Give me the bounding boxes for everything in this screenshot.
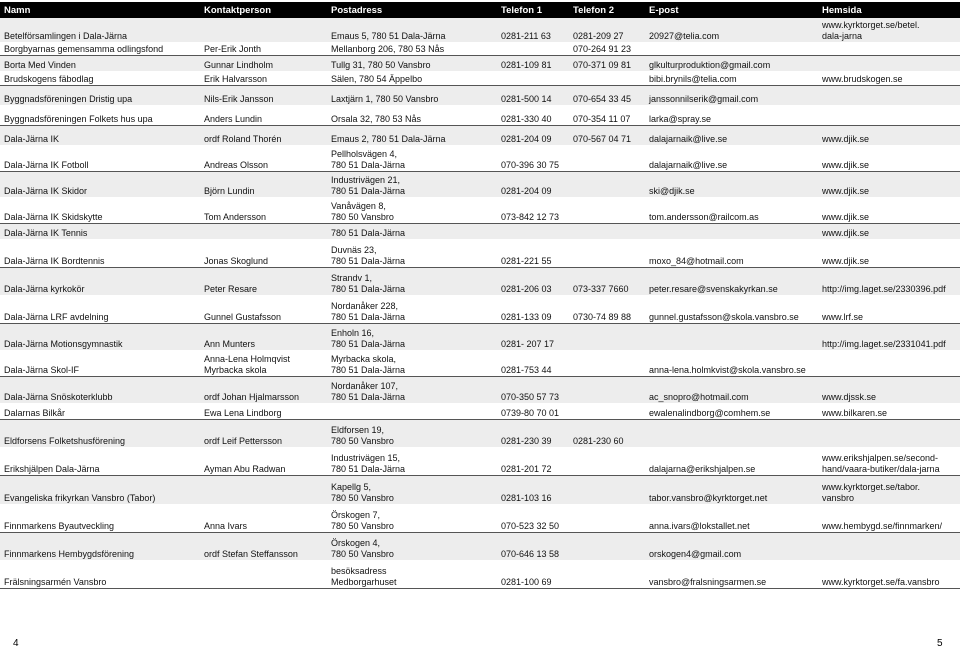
cell-telefon-1: 0281-330 40 xyxy=(497,105,569,125)
cell-namn: Byggnadsföreningen Dristig upa xyxy=(0,85,200,105)
cell-hemsida: www.kyrktorget.se/betel. dala-jarna xyxy=(818,18,960,42)
cell-telefon-2: 070-654 33 45 xyxy=(569,85,645,105)
cell-telefon-1: 0281-204 09 xyxy=(497,171,569,197)
table-row xyxy=(0,419,960,447)
page-number-right: 5 xyxy=(937,638,943,649)
table-row xyxy=(0,71,960,85)
cell-hemsida: www.djik.se xyxy=(818,239,960,267)
cell-telefon-1: 0281-204 09 xyxy=(497,125,569,145)
header-postadress: Postadress xyxy=(327,2,497,18)
cell-namn: Dala-Järna IK Skidor xyxy=(0,171,200,197)
table-row xyxy=(0,532,960,560)
cell-postadress: Kapellg 5, 780 50 Vansbro xyxy=(327,475,497,504)
cell-kontaktperson: Ann Munters xyxy=(200,323,327,350)
cell-kontaktperson: Anna Ivars xyxy=(200,504,327,532)
table-row xyxy=(0,447,960,475)
cell-kontaktperson xyxy=(200,18,327,42)
cell-postadress: Pellholsvägen 4, 780 51 Dala-Järna xyxy=(327,145,497,171)
cell-hemsida: www.hembygd.se/finnmarken/ xyxy=(818,504,960,532)
cell-namn: Finnmarkens Hembygdsförening xyxy=(0,532,200,560)
cell-telefon-1: 0281-500 14 xyxy=(497,85,569,105)
page-number-left: 4 xyxy=(13,638,19,649)
table-row xyxy=(0,42,960,55)
cell-namn: Finnmarkens Byautveckling xyxy=(0,504,200,532)
cell-e-post: moxo_84@hotmail.com xyxy=(645,239,818,267)
cell-kontaktperson: Anders Lundin xyxy=(200,105,327,125)
cell-postadress: Duvnäs 23, 780 51 Dala-Järna xyxy=(327,239,497,267)
cell-namn: Borgbyarnas gemensamma odlingsfond xyxy=(0,42,200,55)
cell-telefon-1: 0281-753 44 xyxy=(497,350,569,376)
cell-e-post: peter.resare@svenskakyrkan.se xyxy=(645,267,818,295)
cell-namn: Dala-Järna IK Skidskytte xyxy=(0,197,200,223)
cell-telefon-1: 070-523 32 50 xyxy=(497,504,569,532)
cell-postadress: Tullg 31, 780 50 Vansbro xyxy=(327,55,497,71)
cell-e-post: bibi.brynils@telia.com xyxy=(645,71,818,85)
cell-postadress: Myrbacka skola, 780 51 Dala-Järna xyxy=(327,350,497,376)
cell-telefon-2 xyxy=(569,504,645,532)
cell-postadress: Nordanåker 107, 780 51 Dala-Järna xyxy=(327,376,497,403)
table-row xyxy=(0,197,960,223)
header-namn: Namn xyxy=(0,2,200,18)
cell-postadress: Industrivägen 21, 780 51 Dala-Järna xyxy=(327,171,497,197)
cell-namn: Frälsningsarmén Vansbro xyxy=(0,560,200,588)
cell-telefon-1: 0281-206 03 xyxy=(497,267,569,295)
cell-namn: Dala-Järna IK Bordtennis xyxy=(0,239,200,267)
cell-e-post: 20927@telia.com xyxy=(645,18,818,42)
cell-kontaktperson: ordf Leif Pettersson xyxy=(200,419,327,447)
cell-telefon-2 xyxy=(569,71,645,85)
cell-namn: Dala-Järna IK Fotboll xyxy=(0,145,200,171)
header-telefon-2: Telefon 2 xyxy=(569,2,645,18)
cell-postadress: Strandv 1, 780 51 Dala-Järna xyxy=(327,267,497,295)
cell-postadress: Örskogen 4, 780 50 Vansbro xyxy=(327,532,497,560)
header-hemsida: Hemsida xyxy=(818,2,960,18)
cell-namn: Evangeliska frikyrkan Vansbro (Tabor) xyxy=(0,475,200,504)
cell-hemsida: www.kyrktorget.se/fa.vansbro xyxy=(818,560,960,588)
cell-telefon-1: 0281-201 72 xyxy=(497,447,569,475)
table-row xyxy=(0,18,960,42)
cell-telefon-1: 070-396 30 75 xyxy=(497,145,569,171)
cell-telefon-1 xyxy=(497,71,569,85)
cell-hemsida: www.djik.se xyxy=(818,197,960,223)
table-row xyxy=(0,376,960,403)
cell-kontaktperson: Anna-Lena Holmqvist Myrbacka skola xyxy=(200,350,327,376)
cell-kontaktperson: Ewa Lena Lindborg xyxy=(200,403,327,419)
cell-telefon-1: 070-350 57 73 xyxy=(497,376,569,403)
cell-e-post: glkulturproduktion@gmail.com xyxy=(645,55,818,71)
cell-telefon-2 xyxy=(569,447,645,475)
cell-telefon-2: 070-567 04 71 xyxy=(569,125,645,145)
cell-e-post: ski@djik.se xyxy=(645,171,818,197)
cell-kontaktperson: Björn Lundin xyxy=(200,171,327,197)
cell-kontaktperson: Gunnel Gustafsson xyxy=(200,295,327,323)
cell-telefon-2: 0281-209 27 xyxy=(569,18,645,42)
cell-hemsida: www.djik.se xyxy=(818,171,960,197)
cell-e-post: janssonnilserik@gmail.com xyxy=(645,85,818,105)
cell-hemsida: http://img.laget.se/2330396.pdf xyxy=(818,267,960,295)
table-row xyxy=(0,475,960,504)
cell-e-post: anna-lena.holmkvist@skola.vansbro.se xyxy=(645,350,818,376)
cell-telefon-2: 070-354 11 07 xyxy=(569,105,645,125)
cell-namn: Eldforsens Folketshusförening xyxy=(0,419,200,447)
cell-postadress xyxy=(327,403,497,419)
cell-postadress: Eldforsen 19, 780 50 Vansbro xyxy=(327,419,497,447)
contact-table xyxy=(0,2,960,589)
cell-kontaktperson: Andreas Olsson xyxy=(200,145,327,171)
cell-kontaktperson xyxy=(200,475,327,504)
cell-hemsida xyxy=(818,85,960,105)
table-row xyxy=(0,55,960,71)
cell-telefon-2 xyxy=(569,403,645,419)
cell-e-post xyxy=(645,42,818,55)
cell-kontaktperson: ordf Stefan Steffansson xyxy=(200,532,327,560)
cell-telefon-1: 073-842 12 73 xyxy=(497,197,569,223)
cell-telefon-2 xyxy=(569,197,645,223)
cell-e-post: orskogen4@gmail.com xyxy=(645,532,818,560)
cell-kontaktperson: Erik Halvarsson xyxy=(200,71,327,85)
cell-postadress: Sälen, 780 54 Äppelbo xyxy=(327,71,497,85)
cell-hemsida: www.bilkaren.se xyxy=(818,403,960,419)
cell-namn: Dala-Järna Snöskoterklubb xyxy=(0,376,200,403)
cell-telefon-2 xyxy=(569,532,645,560)
cell-telefon-1: 0281- 207 17 xyxy=(497,323,569,350)
header-row xyxy=(0,2,960,18)
cell-postadress: Industrivägen 15, 780 51 Dala-Järna xyxy=(327,447,497,475)
cell-hemsida: www.djik.se xyxy=(818,145,960,171)
cell-kontaktperson: Nils-Erik Jansson xyxy=(200,85,327,105)
cell-telefon-1: 0281-100 69 xyxy=(497,560,569,588)
cell-e-post: tabor.vansbro@kyrktorget.net xyxy=(645,475,818,504)
header-telefon-1: Telefon 1 xyxy=(497,2,569,18)
cell-telefon-1: 0281-103 16 xyxy=(497,475,569,504)
cell-e-post: anna.ivars@lokstallet.net xyxy=(645,504,818,532)
cell-namn: Dala-Järna IK xyxy=(0,125,200,145)
cell-namn: Dala-Järna Motionsgymnastik xyxy=(0,323,200,350)
cell-e-post: ewalenalindborg@comhem.se xyxy=(645,403,818,419)
cell-namn: Dala-Järna IK Tennis xyxy=(0,223,200,239)
cell-namn: Dala-Järna kyrkokör xyxy=(0,267,200,295)
table-row xyxy=(0,403,960,419)
table-row xyxy=(0,323,960,350)
table-row xyxy=(0,223,960,239)
table-row xyxy=(0,295,960,323)
cell-e-post xyxy=(645,323,818,350)
cell-telefon-1: 0281-211 63 xyxy=(497,18,569,42)
table-row xyxy=(0,171,960,197)
cell-e-post: tom.andersson@railcom.as xyxy=(645,197,818,223)
table-row xyxy=(0,350,960,376)
cell-telefon-2 xyxy=(569,350,645,376)
cell-hemsida: www.brudskogen.se xyxy=(818,71,960,85)
cell-postadress: Emaus 5, 780 51 Dala-Järna xyxy=(327,18,497,42)
header-e-post: E-post xyxy=(645,2,818,18)
cell-hemsida: www.lrf.se xyxy=(818,295,960,323)
cell-kontaktperson: ordf Roland Thorén xyxy=(200,125,327,145)
cell-postadress: Enholn 16, 780 51 Dala-Järna xyxy=(327,323,497,350)
cell-kontaktperson: Peter Resare xyxy=(200,267,327,295)
cell-namn: Dala-Järna Skol-IF xyxy=(0,350,200,376)
table-row xyxy=(0,239,960,267)
cell-telefon-1: 0281-221 55 xyxy=(497,239,569,267)
cell-namn: Borta Med Vinden xyxy=(0,55,200,71)
cell-hemsida: www.djik.se xyxy=(818,223,960,239)
cell-telefon-2 xyxy=(569,239,645,267)
cell-namn: Dala-Järna LRF avdelning xyxy=(0,295,200,323)
cell-telefon-1: 0739-80 70 01 xyxy=(497,403,569,419)
cell-hemsida: http://img.laget.se/2331041.pdf xyxy=(818,323,960,350)
cell-telefon-2 xyxy=(569,145,645,171)
cell-telefon-1: 0281-133 09 xyxy=(497,295,569,323)
cell-telefon-2: 0281-230 60 xyxy=(569,419,645,447)
header-kontaktperson: Kontaktperson xyxy=(200,2,327,18)
table-row xyxy=(0,85,960,105)
cell-hemsida: www.djik.se xyxy=(818,125,960,145)
cell-e-post xyxy=(645,223,818,239)
cell-namn: Betelförsamlingen i Dala-Järna xyxy=(0,18,200,42)
table-row xyxy=(0,560,960,588)
cell-postadress: 780 51 Dala-Järna xyxy=(327,223,497,239)
cell-telefon-2 xyxy=(569,376,645,403)
cell-kontaktperson xyxy=(200,560,327,588)
cell-telefon-2 xyxy=(569,171,645,197)
cell-telefon-1: 0281-109 81 xyxy=(497,55,569,71)
cell-e-post: vansbro@fralsningsarmen.se xyxy=(645,560,818,588)
cell-postadress: Nordanåker 228, 780 51 Dala-Järna xyxy=(327,295,497,323)
cell-hemsida xyxy=(818,105,960,125)
cell-postadress: Mellanborg 206, 780 53 Nås xyxy=(327,42,497,55)
cell-postadress: Emaus 2, 780 51 Dala-Järna xyxy=(327,125,497,145)
table-row xyxy=(0,105,960,125)
cell-postadress: Laxtjärn 1, 780 50 Vansbro xyxy=(327,85,497,105)
cell-e-post: gunnel.gustafsson@skola.vansbro.se xyxy=(645,295,818,323)
table-row xyxy=(0,267,960,295)
cell-telefon-2: 070-371 09 81 xyxy=(569,55,645,71)
cell-telefon-1 xyxy=(497,42,569,55)
cell-hemsida xyxy=(818,350,960,376)
cell-hemsida xyxy=(818,42,960,55)
cell-kontaktperson: ordf Johan Hjalmarsson xyxy=(200,376,327,403)
cell-postadress: Örskogen 7, 780 50 Vansbro xyxy=(327,504,497,532)
cell-hemsida: www.kyrktorget.se/tabor. vansbro xyxy=(818,475,960,504)
cell-hemsida: www.djssk.se xyxy=(818,376,960,403)
cell-kontaktperson: Tom Andersson xyxy=(200,197,327,223)
cell-kontaktperson: Per-Erik Jonth xyxy=(200,42,327,55)
cell-e-post xyxy=(645,419,818,447)
cell-namn: Brudskogens fäbodlag xyxy=(0,71,200,85)
cell-kontaktperson xyxy=(200,223,327,239)
cell-postadress: Vanåvägen 8, 780 50 Vansbro xyxy=(327,197,497,223)
cell-hemsida xyxy=(818,532,960,560)
cell-telefon-2: 073-337 7660 xyxy=(569,267,645,295)
cell-telefon-1: 0281-230 39 xyxy=(497,419,569,447)
cell-kontaktperson: Gunnar Lindholm xyxy=(200,55,327,71)
cell-postadress: Orsala 32, 780 53 Nås xyxy=(327,105,497,125)
table-row xyxy=(0,145,960,171)
table-row xyxy=(0,504,960,532)
cell-hemsida xyxy=(818,419,960,447)
cell-namn: Dalarnas Bilkår xyxy=(0,403,200,419)
cell-telefon-2 xyxy=(569,475,645,504)
table-row xyxy=(0,125,960,145)
cell-telefon-2 xyxy=(569,323,645,350)
cell-telefon-2 xyxy=(569,223,645,239)
cell-hemsida: www.erikshjalpen.se/second- hand/vaara-butiker/dala-jarna xyxy=(818,447,960,475)
cell-kontaktperson: Jonas Skoglund xyxy=(200,239,327,267)
cell-e-post: ac_snopro@hotmail.com xyxy=(645,376,818,403)
cell-telefon-2: 070-264 91 23 xyxy=(569,42,645,55)
table-body xyxy=(0,18,960,588)
cell-kontaktperson: Ayman Abu Radwan xyxy=(200,447,327,475)
cell-telefon-2: 0730-74 89 88 xyxy=(569,295,645,323)
cell-postadress: besöksadress Medborgarhuset xyxy=(327,560,497,588)
cell-telefon-2 xyxy=(569,560,645,588)
cell-e-post: dalajarnaik@live.se xyxy=(645,125,818,145)
cell-namn: Erikshjälpen Dala-Järna xyxy=(0,447,200,475)
cell-namn: Byggnadsföreningen Folkets hus upa xyxy=(0,105,200,125)
cell-telefon-1 xyxy=(497,223,569,239)
cell-telefon-1: 070-646 13 58 xyxy=(497,532,569,560)
cell-e-post: larka@spray.se xyxy=(645,105,818,125)
cell-e-post: dalajarna@erikshjalpen.se xyxy=(645,447,818,475)
cell-e-post: dalajarnaik@live.se xyxy=(645,145,818,171)
cell-hemsida xyxy=(818,55,960,71)
